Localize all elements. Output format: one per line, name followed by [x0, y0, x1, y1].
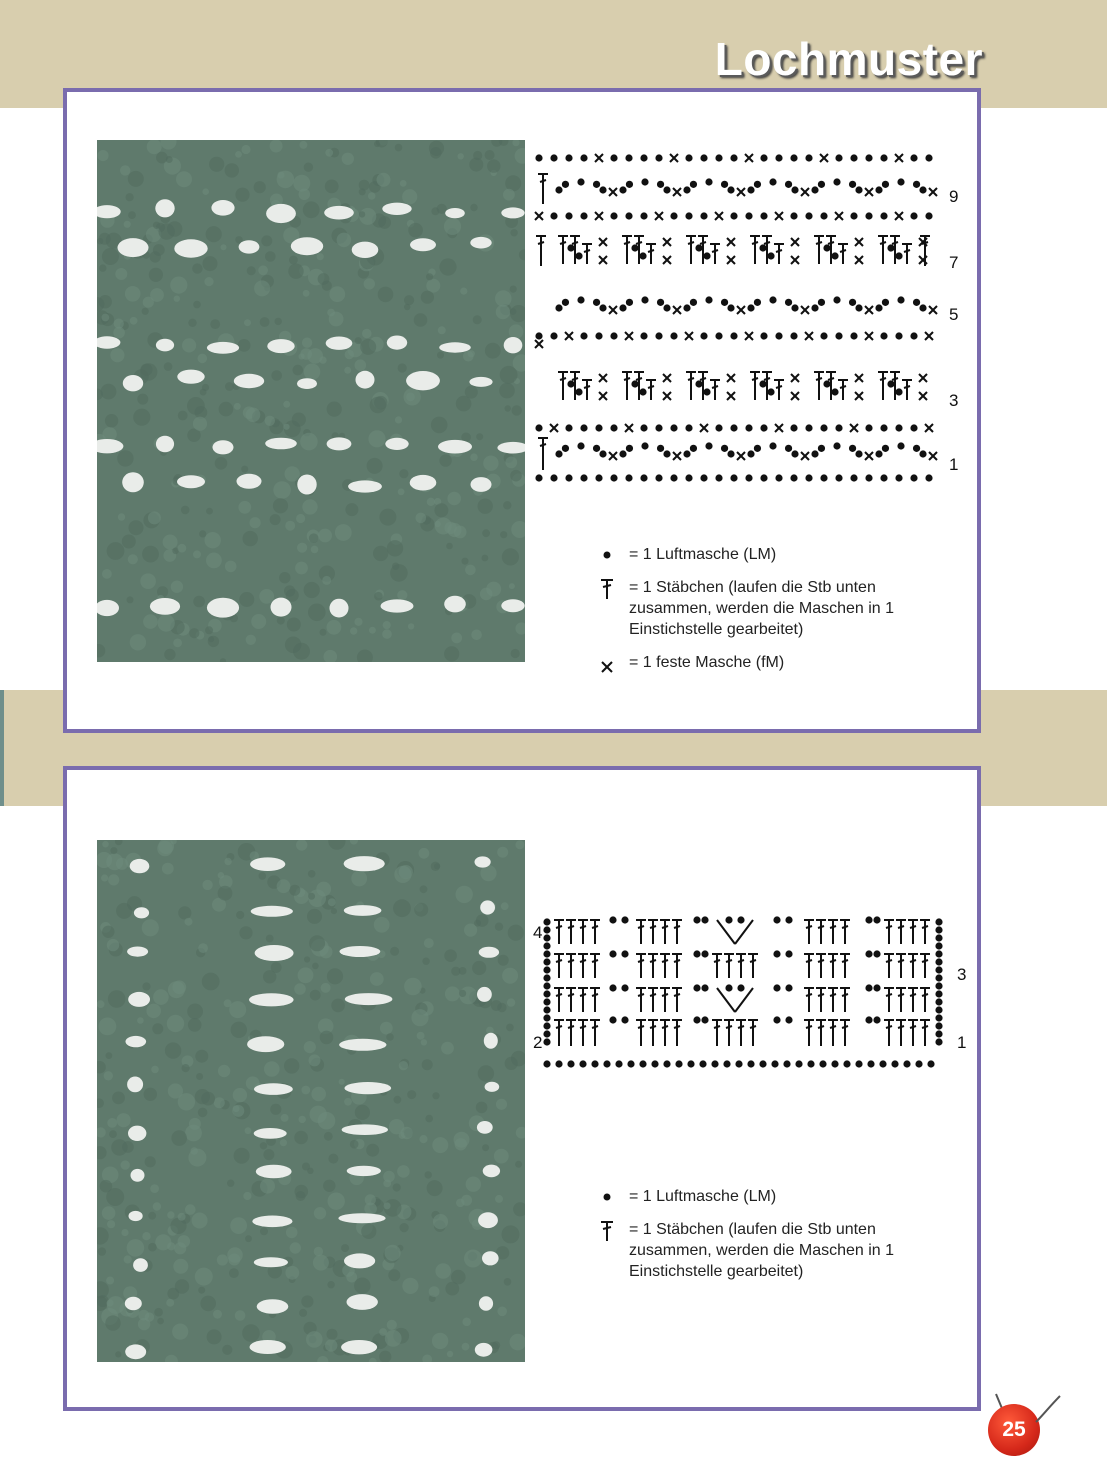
row-number-3: 3 [957, 965, 967, 984]
crochet-chart-1 [533, 144, 973, 488]
chain-stitch-icon [599, 1186, 619, 1208]
double-crochet-icon [599, 1219, 619, 1241]
chain-stitch-icon [599, 544, 619, 566]
row-number-1: 1 [949, 455, 959, 474]
row-number-4: 4 [533, 923, 543, 942]
legend-item-chain: = 1 Luftmasche (LM) [599, 1186, 929, 1207]
page-title: Lochmuster [714, 33, 983, 85]
pattern-panel-2 [63, 766, 981, 1411]
fabric-photo-2 [97, 840, 525, 1362]
yarn-tail-icon [1034, 1392, 1064, 1426]
double-crochet-icon [599, 577, 619, 599]
legend-2 [599, 1186, 929, 1294]
row-number-1: 1 [957, 1033, 967, 1052]
row-number-7: 7 [949, 253, 959, 272]
row-number-3: 3 [949, 391, 959, 410]
row-number-5: 5 [949, 305, 959, 324]
row-number-2: 2 [533, 1033, 543, 1052]
legend-item-double-crochet: = 1 Stäbchen (laufen die Stb unten zusammen, werden die Maschen in 1 Einstichstelle gearbeitet) [599, 577, 929, 640]
legend-item-double-crochet: = 1 Stäbchen (laufen die Stb unten zusammen, werden die Maschen in 1 Einstichstelle gearbeitet) [599, 1219, 929, 1282]
pattern-panel-1 [63, 88, 981, 733]
crochet-chart-2 [533, 908, 973, 1072]
legend-1 [599, 544, 929, 685]
middle-band-edge [0, 690, 4, 806]
row-number-9: 9 [949, 187, 959, 206]
single-crochet-icon [599, 652, 619, 674]
page-number: 25 [988, 1404, 1040, 1456]
legend-item-chain: = 1 Luftmasche (LM) [599, 544, 929, 565]
legend-item-single-crochet: = 1 feste Masche (fM) [599, 652, 929, 673]
fabric-photo-1 [97, 140, 525, 662]
